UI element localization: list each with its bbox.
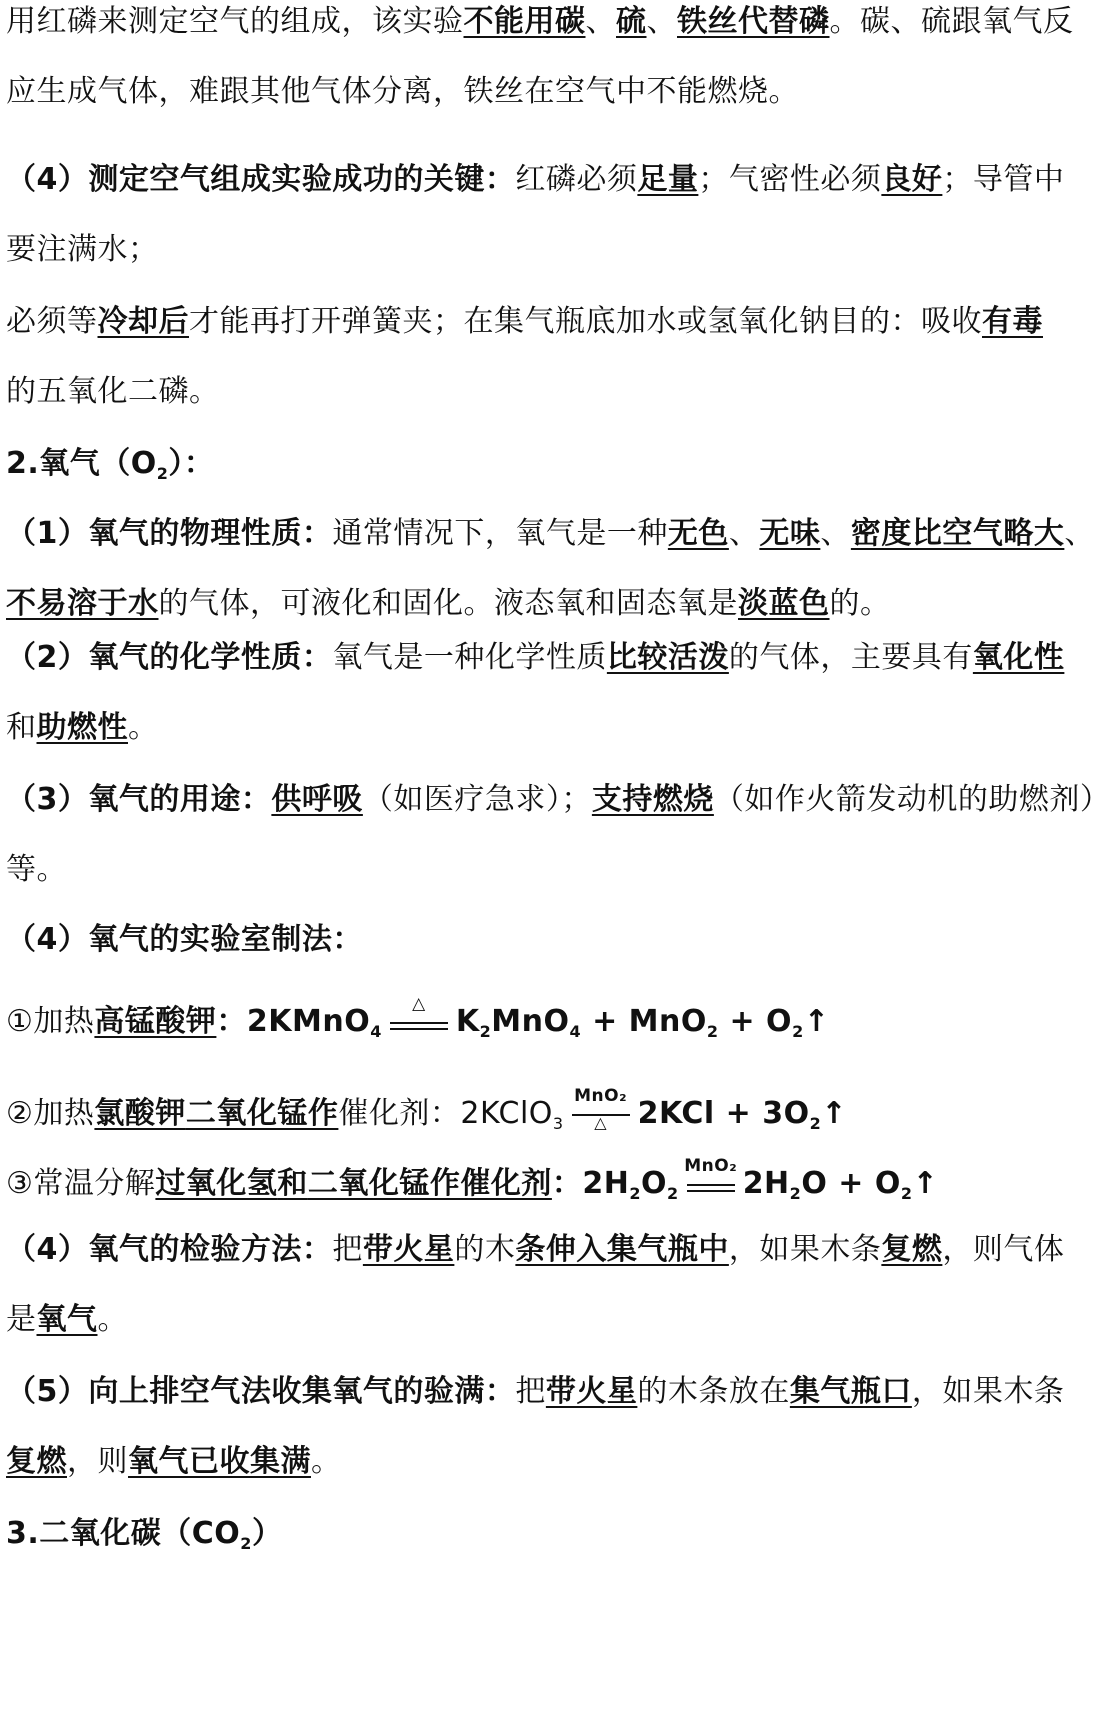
subscript: 2 bbox=[809, 1114, 822, 1133]
text: 、 bbox=[585, 4, 616, 39]
key-term: 不易溶于水 bbox=[6, 586, 159, 621]
text: 、 bbox=[820, 516, 851, 551]
key-term: 复燃 bbox=[881, 1232, 943, 1267]
catalyst-label: MnO₂ bbox=[574, 1086, 628, 1106]
text-line-9 bbox=[6, 582, 1066, 626]
subscript: 2 bbox=[706, 1022, 719, 1041]
text: 的木 bbox=[454, 1232, 516, 1267]
reaction-condition bbox=[683, 1156, 739, 1206]
text: 红磷必须 bbox=[515, 162, 638, 197]
text-line-19 bbox=[6, 1298, 1066, 1342]
text: （如医疗急求）； bbox=[362, 782, 592, 817]
heading: （3）氧气的用途： bbox=[6, 782, 272, 817]
formula bbox=[552, 1166, 679, 1201]
subscript: 2 bbox=[240, 1534, 252, 1553]
text: 要注满水； bbox=[6, 232, 159, 267]
text: 用红磷来测定空气的组成，该实验 bbox=[6, 4, 464, 39]
text: ，如果木条 bbox=[728, 1232, 882, 1267]
subscript: 2 bbox=[156, 464, 169, 483]
text: 必须等 bbox=[6, 304, 98, 339]
text-line-10 bbox=[6, 636, 1066, 680]
key-term: 硫 bbox=[616, 4, 647, 39]
formula bbox=[216, 1004, 381, 1039]
text-line-6 bbox=[6, 370, 1066, 414]
text: O + O bbox=[801, 1166, 901, 1201]
text: ；气密性必须 bbox=[698, 162, 882, 197]
text: 2KCl + 3O bbox=[637, 1096, 810, 1131]
subscript: 4 bbox=[370, 1022, 382, 1041]
text: 。碳、硫跟氧气反 bbox=[829, 4, 1074, 39]
key-term: 二氧化锰作 bbox=[185, 1096, 339, 1131]
key-term: 过氧化氢 bbox=[155, 1166, 278, 1201]
text: 。 bbox=[128, 710, 159, 745]
text: 通常情况下，氧气是一种 bbox=[332, 516, 668, 551]
text: ：2KMnO bbox=[216, 1004, 371, 1039]
text: 的气体，可液化和固化。液态氧和固态氧是 bbox=[158, 586, 738, 621]
text: + MnO bbox=[581, 1004, 707, 1039]
key-term: 支持燃烧 bbox=[591, 782, 714, 817]
text: 2.氧气（O bbox=[6, 446, 157, 481]
key-term: 和 bbox=[277, 1166, 308, 1201]
subscript: 2 bbox=[667, 1184, 679, 1203]
equation-kclo3 bbox=[6, 1086, 1066, 1136]
text-line-18 bbox=[6, 1228, 1066, 1272]
key-term: 高锰酸钾 bbox=[94, 1004, 217, 1039]
text: 是 bbox=[6, 1302, 37, 1337]
subscript: 2 bbox=[792, 1022, 804, 1041]
subscript: 2 bbox=[479, 1022, 492, 1041]
text: ①加热 bbox=[6, 1004, 95, 1039]
key-term: 带火星 bbox=[545, 1374, 638, 1409]
key-term: 密度比空气略大 bbox=[850, 516, 1065, 551]
text-line-14 bbox=[6, 918, 1066, 962]
text: ） bbox=[251, 1516, 283, 1551]
key-term: 氧气 bbox=[36, 1302, 98, 1337]
formula bbox=[456, 1004, 829, 1039]
subscript: 2 bbox=[900, 1184, 913, 1203]
formula bbox=[743, 1166, 938, 1201]
key-term: 条伸入集气瓶中 bbox=[515, 1232, 729, 1267]
text: 应生成气体，难跟其他气体分离，铁丝在空气中不能燃烧。 bbox=[6, 74, 799, 109]
heat-symbol: △ bbox=[594, 1113, 608, 1132]
subscript: 2 bbox=[789, 1184, 802, 1203]
equals-line bbox=[390, 1028, 448, 1030]
text: 2H bbox=[742, 1166, 790, 1201]
key-term: 比较活泼 bbox=[606, 640, 729, 675]
text: O bbox=[641, 1166, 668, 1201]
subscript: 3 bbox=[552, 1114, 564, 1133]
text-line-12 bbox=[6, 778, 1110, 822]
text-line-2 bbox=[6, 70, 1066, 114]
up-arrow-icon: ↑ bbox=[821, 1096, 847, 1131]
text: ：2H bbox=[551, 1166, 630, 1201]
key-term: 二氧化锰作催化剂 bbox=[307, 1166, 552, 1201]
text: 的五氧化二磷。 bbox=[6, 374, 220, 409]
text: 的。 bbox=[829, 586, 891, 621]
key-term: 铁丝代替磷 bbox=[677, 4, 830, 39]
heading: （2）氧气的化学性质： bbox=[6, 640, 333, 675]
key-term: 淡蓝色 bbox=[738, 586, 830, 621]
heat-symbol: △ bbox=[412, 994, 426, 1014]
text: 、 bbox=[646, 4, 677, 39]
text: ，如果木条 bbox=[911, 1374, 1065, 1409]
text-line-21 bbox=[6, 1440, 1066, 1484]
text: K bbox=[455, 1004, 480, 1039]
text: ；导管中 bbox=[942, 162, 1065, 197]
equals-line bbox=[390, 1022, 448, 1024]
text-line-13 bbox=[6, 848, 1066, 892]
key-term: 冷却后 bbox=[97, 304, 189, 339]
text: 。 bbox=[97, 1302, 128, 1337]
key-term: 氯酸钾 bbox=[94, 1096, 186, 1131]
section-heading-oxygen bbox=[6, 442, 1066, 486]
text: （如作火箭发动机的助燃剂） bbox=[713, 782, 1110, 817]
text: ，则气体 bbox=[942, 1232, 1065, 1267]
text: 才能再打开弹簧夹；在集气瓶底加水或氢氧化钠目的：吸收 bbox=[189, 304, 982, 339]
heading: （4）氧气的检验方法： bbox=[6, 1232, 333, 1267]
key-term: 带火星 bbox=[362, 1232, 455, 1267]
catalyst-label: MnO₂ bbox=[684, 1156, 738, 1176]
heading: （5）向上排空气法收集氧气的验满： bbox=[6, 1374, 516, 1409]
key-term: 助燃性 bbox=[36, 710, 128, 745]
text-line-1 bbox=[6, 0, 1074, 44]
text: 的气体，主要具有 bbox=[728, 640, 973, 675]
text: + O bbox=[718, 1004, 793, 1039]
text bbox=[338, 1096, 563, 1131]
equation-kmno4 bbox=[6, 994, 1066, 1044]
text: 、 bbox=[728, 516, 760, 551]
text: 等。 bbox=[6, 852, 67, 887]
up-arrow-icon: ↑ bbox=[912, 1166, 939, 1201]
text: 。 bbox=[311, 1444, 342, 1479]
heading: （4）氧气的实验室制法： bbox=[6, 922, 363, 957]
text: 3.二氧化碳（CO bbox=[6, 1516, 241, 1551]
text: 催化剂：2KClO bbox=[338, 1096, 553, 1131]
reaction-condition bbox=[568, 1086, 634, 1136]
text: MnO bbox=[491, 1004, 570, 1039]
text-line-4 bbox=[6, 228, 1066, 272]
section-heading-co2 bbox=[6, 1512, 1066, 1556]
text-line-20 bbox=[6, 1370, 1066, 1414]
text: ）： bbox=[168, 446, 215, 481]
text-line-3 bbox=[6, 158, 1066, 202]
heading: （1）氧气的物理性质： bbox=[6, 516, 333, 551]
key-term: 无色 bbox=[667, 516, 729, 551]
text: 、 bbox=[1064, 516, 1095, 551]
reaction-condition bbox=[386, 994, 452, 1044]
key-term: 足量 bbox=[637, 162, 699, 197]
key-term: 不能用碳 bbox=[463, 4, 586, 39]
up-arrow-icon: ↑ bbox=[803, 1004, 830, 1039]
text: 的木条放在 bbox=[637, 1374, 790, 1409]
key-term: 有毒 bbox=[982, 304, 1043, 339]
text: 把 bbox=[332, 1232, 363, 1267]
text-line-8 bbox=[6, 512, 1095, 556]
text: 把 bbox=[515, 1374, 546, 1409]
key-term: 良好 bbox=[881, 162, 943, 197]
text: ③常温分解 bbox=[6, 1166, 156, 1201]
key-term: 集气瓶口 bbox=[789, 1374, 912, 1409]
text: 和 bbox=[6, 710, 37, 745]
text: 氧气是一种化学性质 bbox=[332, 640, 607, 675]
text: ②加热 bbox=[6, 1096, 95, 1131]
subscript: 4 bbox=[569, 1022, 582, 1041]
key-term: 无味 bbox=[759, 516, 821, 551]
key-term: 供呼吸 bbox=[271, 782, 363, 817]
heading: （4）测定空气组成实验成功的关键： bbox=[6, 162, 516, 197]
key-term: 氧气已收集满 bbox=[128, 1444, 311, 1479]
text-line-5 bbox=[6, 300, 1066, 344]
equation-h2o2 bbox=[6, 1156, 1066, 1206]
text: ，则 bbox=[67, 1444, 128, 1479]
subscript: 2 bbox=[629, 1184, 642, 1203]
key-term: 氧化性 bbox=[972, 640, 1065, 675]
text-line-11 bbox=[6, 706, 1066, 750]
equals-line bbox=[687, 1184, 735, 1186]
key-term: 复燃 bbox=[6, 1444, 67, 1479]
equals-line bbox=[687, 1190, 735, 1192]
formula bbox=[638, 1096, 847, 1131]
